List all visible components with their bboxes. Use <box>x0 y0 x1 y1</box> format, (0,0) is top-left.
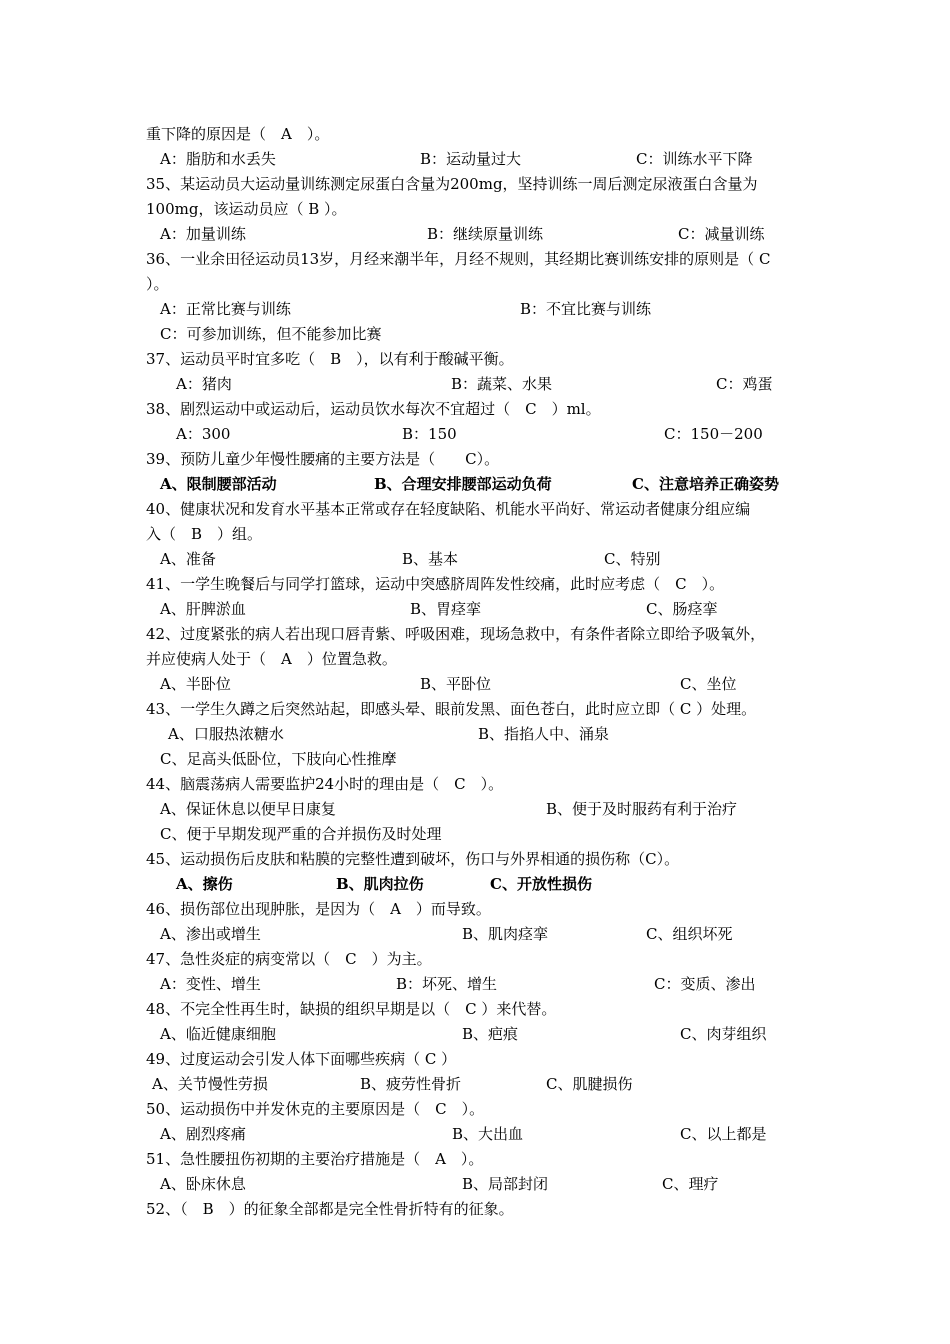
option-a: A：脂肪和水丢失 <box>160 150 276 168</box>
option-c: C：减量训练 <box>678 225 765 243</box>
option-b: B、平卧位 <box>420 675 492 693</box>
option-a: A：正常比赛与训练 <box>160 300 291 318</box>
text-line: 入（ B ）组。 <box>146 525 263 543</box>
options-line <box>146 422 830 446</box>
option-c: C：变质、渗出 <box>654 975 756 993</box>
option-a: A、限制腰部活动 <box>160 475 277 493</box>
options-line <box>146 672 830 696</box>
text-line: 38、剧烈运动中或运动后，运动员饮水每次不宜超过（ C ）ml。 <box>146 400 601 418</box>
text-line: 46、损伤部位出现肿胀，是因为（ A ）而导致。 <box>146 900 491 918</box>
text-line: 并应使病人处于（ A ）位置急救。 <box>146 650 397 668</box>
option-b: B、指掐人中、涌泉 <box>478 725 610 743</box>
options-line <box>146 322 830 346</box>
option-a: A、剧烈疼痛 <box>160 1125 246 1143</box>
options-line <box>146 297 830 321</box>
option-b: B：不宜比赛与训练 <box>520 300 652 318</box>
option-a: A：300 <box>176 425 231 443</box>
option-c: C、开放性损伤 <box>490 875 592 893</box>
options-line <box>146 1072 830 1096</box>
option-a: A：加量训练 <box>160 225 246 243</box>
option-c: C、组织坏死 <box>646 925 733 943</box>
text-line: 47、急性炎症的病变常以（ C ）为主。 <box>146 950 432 968</box>
text-line: 52、（ B ）的征象全部都是完全性骨折特有的征象。 <box>146 1200 514 1218</box>
options-line <box>146 1022 830 1046</box>
text-line: 45、运动损伤后皮肤和粘膜的完整性遭到破坏，伤口与外界相通的损伤称（C）。 <box>146 850 680 868</box>
options-line <box>146 222 830 246</box>
option-b: B、胃痉挛 <box>410 600 482 618</box>
options-line <box>146 822 830 846</box>
option-c: C、肉芽组织 <box>680 1025 767 1043</box>
option-c: C：鸡蛋 <box>716 375 773 393</box>
text-line: 40、健康状况和发育水平基本正常或存在轻度缺陷、机能水平尚好、常运动者健康分组应编 <box>146 500 751 518</box>
text-line: 43、一学生久蹲之后突然站起，即感头晕、眼前发黑、面色苍白，此时应立即（ C ）处理。 <box>146 700 757 718</box>
option-c: C、注意培养正确姿势 <box>632 475 779 493</box>
option-a: A、卧床休息 <box>160 1175 246 1193</box>
option-c: C、坐位 <box>680 675 737 693</box>
options-line <box>146 747 830 771</box>
option-a: A、关节慢性劳损 <box>152 1075 268 1093</box>
option-c: C：可参加训练，但不能参加比赛 <box>160 325 382 343</box>
text-line: 51、急性腰扭伤初期的主要治疗措施是（ A ）。 <box>146 1150 484 1168</box>
option-b: B、合理安排腰部运动负荷 <box>374 475 552 493</box>
option-a: A、保证休息以便早日康复 <box>160 800 336 818</box>
text-line: 48、不完全性再生时，缺损的组织早期是以（ C ）来代替。 <box>146 1000 557 1018</box>
option-a: A：猪肉 <box>176 375 232 393</box>
options-line <box>146 1122 830 1146</box>
option-a: A、准备 <box>160 550 216 568</box>
option-c: C、理疗 <box>662 1175 719 1193</box>
text-line: 49、过度运动会引发人体下面哪些疾病（ C ） <box>146 1050 457 1068</box>
text-line: 36、一业余田径运动员13岁，月经来潮半年，月经不规则，其经期比赛训练安排的原则是（ C <box>146 250 771 268</box>
options-line <box>146 547 830 571</box>
options-line <box>146 1172 830 1196</box>
options-line <box>146 372 830 396</box>
option-a: A、渗出或增生 <box>160 925 261 943</box>
options-line <box>146 872 830 896</box>
options-line <box>146 147 830 171</box>
option-c: C、以上都是 <box>680 1125 767 1143</box>
options-line <box>146 922 830 946</box>
option-b: B、肌肉拉伤 <box>336 875 424 893</box>
options-line <box>146 797 830 821</box>
option-a: A、肝脾淤血 <box>160 600 246 618</box>
options-line <box>146 722 830 746</box>
option-b: B：运动量过大 <box>420 150 522 168</box>
option-a: A、半卧位 <box>160 675 231 693</box>
option-a: A：变性、增生 <box>160 975 261 993</box>
option-c: C：训练水平下降 <box>636 150 753 168</box>
option-b: B：150 <box>402 425 457 443</box>
option-b: B、大出血 <box>452 1125 524 1143</box>
option-b: B、疲劳性骨折 <box>360 1075 462 1093</box>
option-b: B：坏死、增生 <box>396 975 498 993</box>
options-line <box>146 597 830 621</box>
options-line <box>146 972 830 996</box>
option-b: B、局部封闭 <box>462 1175 549 1193</box>
text-line: 重下降的原因是（ A ）。 <box>146 125 330 143</box>
text-line: 44、脑震荡病人需要监护24小时的理由是（ C ）。 <box>146 775 504 793</box>
option-b: B、便于及时服药有利于治疗 <box>546 800 738 818</box>
option-c: C、便于早期发现严重的合并损伤及时处理 <box>160 825 442 843</box>
options-line <box>146 472 830 496</box>
text-line: 42、过度紧张的病人若出现口唇青紫、呼吸困难，现场急救中，有条件者除立即给予吸氧外， <box>146 625 766 643</box>
option-a: A、擦伤 <box>176 875 233 893</box>
option-c: C：150－200 <box>664 425 763 443</box>
text-line: 41、一学生晚餐后与同学打篮球，运动中突感脐周阵发性绞痛，此时应考虑（ C ）。 <box>146 575 725 593</box>
option-c: C、特别 <box>604 550 661 568</box>
text-line: 39、预防儿童少年慢性腰痛的主要方法是（ C）。 <box>146 450 500 468</box>
option-b: B、基本 <box>402 550 459 568</box>
option-b: B、疤痕 <box>462 1025 519 1043</box>
text-line: 35、某运动员大运动量训练测定尿蛋白含量为200mg，坚持训练一周后测定尿液蛋白含量为 <box>146 175 758 193</box>
text-line: 37、运动员平时宜多吃（ B ），以有利于酸碱平衡。 <box>146 350 514 368</box>
text-line: 100mg，该运动员应（ B ）。 <box>146 200 347 218</box>
text-line: ）。 <box>146 275 169 293</box>
option-b: B、肌肉痉挛 <box>462 925 549 943</box>
text-line: 50、运动损伤中并发休克的主要原因是（ C ）。 <box>146 1100 485 1118</box>
option-b: B：蔬菜、水果 <box>451 375 553 393</box>
option-b: B：继续原量训练 <box>427 225 544 243</box>
option-a: A、临近健康细胞 <box>160 1025 276 1043</box>
option-c: C、足高头低卧位，下肢向心性推摩 <box>160 750 397 768</box>
option-c: C、肠痉挛 <box>646 600 718 618</box>
option-a: A、口服热浓糖水 <box>168 725 284 743</box>
option-c: C、肌腱损伤 <box>546 1075 633 1093</box>
